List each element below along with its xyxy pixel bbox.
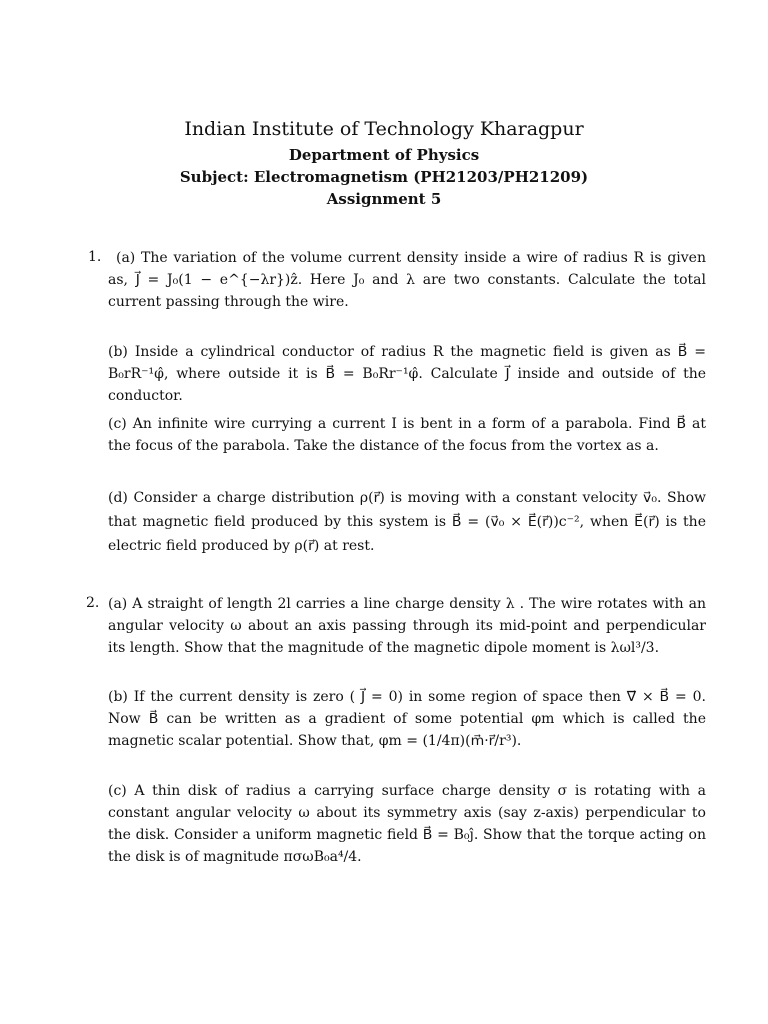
question-1d: (d) Consider a charge distribution ρ(r⃗) is moving with a constant velocity v⃗₀. Show that magnetic field produced by this system is B⃗ = (v⃗₀ × E⃗(r⃗))c⁻², when E⃗(r⃗) is the electric field produced by ρ(r⃗) at rest. (108, 490, 706, 554)
assignment-title: Assignment 5 (326, 190, 442, 208)
question-2c: (c) A thin disk of radius a carrying surface charge density σ is rotating with a constant angular velocity ω about its symmetry axis (say z-axis) perpendicular to the disk. Consider a uniform magnetic field B⃗ = B₀ĵ. Show that the torque acting on the disk is of magnitude πσωB₀a⁴/4. (108, 783, 706, 865)
question-1b: (b) Inside a cylindrical conductor of radius R the magnetic field is given as B⃗ = B₀rR⁻¹φ̂, where outside it is B⃗ = B₀Rr⁻¹φ̂. Calculate J⃗ inside and outside of the conductor. (108, 344, 706, 404)
question-2b: (b) If the current density is zero ( J⃗ = 0) in some region of space then ∇⃗ × B⃗ = 0. Now B⃗ can be written as a gradient of some potential φm which is called the magnetic scalar potential. Show that, φm = (1/4π)(m⃗·r⃗/r³). (108, 689, 706, 749)
institute-title: Indian Institute of Technology Kharagpur (184, 118, 584, 140)
question-2a: (a) A straight of length 2l carries a line charge density λ . The wire rotates with an angular velocity ω about an axis passing through its mid-point and perpendicular its length. Show that the magnitude of the magnetic dipole moment is λωl³/3. (108, 596, 706, 656)
subject-title: Subject: Electromagnetism (PH21203/PH21209) (179, 168, 589, 186)
question-number: 1. (88, 249, 102, 265)
question-number: 2. (86, 595, 100, 611)
question-1a: (a) The variation of the volume current density inside a wire of radius R is given as, J⃗ = J₀(1 − e^{−λr})ẑ. Here J₀ and λ are two constants. Calculate the total current passing through the wire. (108, 250, 706, 310)
question-1c: (c) An infinite wire currying a current I is bent in a form of a parabola. Find B⃗ at the focus of the parabola. Take the distance of the focus from the vortex as a. (108, 416, 706, 454)
department-title: Department of Physics (288, 146, 480, 164)
